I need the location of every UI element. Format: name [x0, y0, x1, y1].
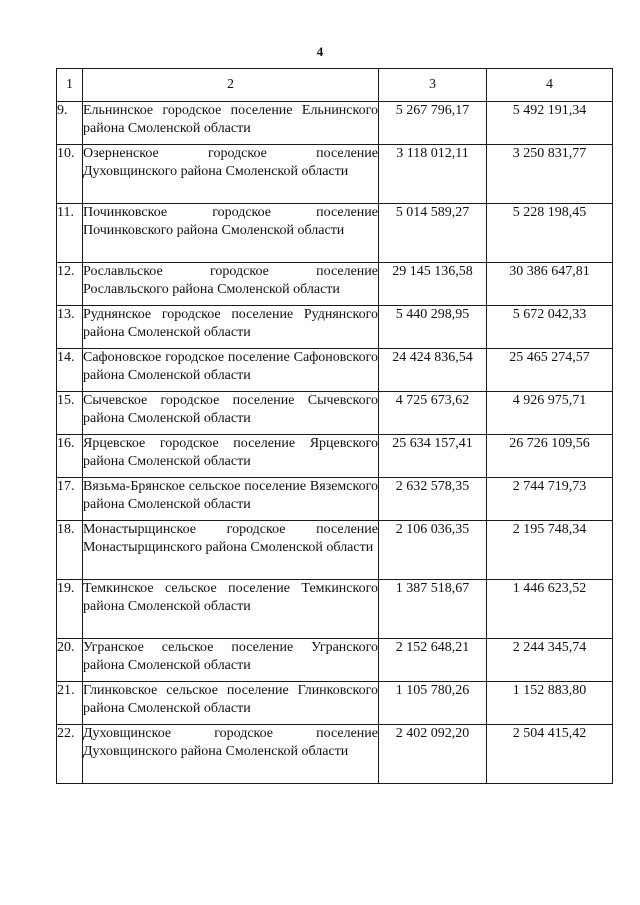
value-col-3: 1 105 780,26	[379, 682, 487, 725]
value-col-3: 5 267 796,17	[379, 102, 487, 145]
value-col-3: 3 118 012,11	[379, 145, 487, 204]
value-col-4: 5 672 042,33	[487, 306, 613, 349]
table-row	[57, 478, 613, 521]
value-col-3: 2 632 578,35	[379, 478, 487, 521]
value-col-4: 26 726 109,56	[487, 435, 613, 478]
value-col-4: 2 744 719,73	[487, 478, 613, 521]
settlement-name: Руднянское городское поселение Руднянского района Смоленской области	[83, 306, 379, 349]
table-row	[57, 639, 613, 682]
settlement-name: Темкинское сельское поселение Темкинского района Смоленской области	[83, 580, 379, 639]
row-number: 12.	[57, 263, 83, 306]
row-number: 9.	[57, 102, 83, 145]
table-row	[57, 145, 613, 204]
row-number: 10.	[57, 145, 83, 204]
table-row	[57, 102, 613, 145]
value-col-4: 1 446 623,52	[487, 580, 613, 639]
value-col-3: 5 440 298,95	[379, 306, 487, 349]
value-col-4: 2 244 345,74	[487, 639, 613, 682]
table-row	[57, 306, 613, 349]
table-row	[57, 204, 613, 263]
settlement-name: Вязьма-Брянское сельское поселение Вяземского района Смоленской области	[83, 478, 379, 521]
settlement-name: Сычевское городское поселение Сычевского района Смоленской области	[83, 392, 379, 435]
value-col-3: 24 424 836,54	[379, 349, 487, 392]
settlement-name: Ельнинское городское поселение Ельнинского района Смоленской области	[83, 102, 379, 145]
row-number: 17.	[57, 478, 83, 521]
row-number: 19.	[57, 580, 83, 639]
row-number: 22.	[57, 725, 83, 784]
value-col-3: 29 145 136,58	[379, 263, 487, 306]
table-row	[57, 682, 613, 725]
settlement-name: Глинковское сельское поселение Глинковского района Смоленской области	[83, 682, 379, 725]
column-header-3: 3	[379, 69, 487, 102]
value-col-4: 1 152 883,80	[487, 682, 613, 725]
row-number: 16.	[57, 435, 83, 478]
row-number: 14.	[57, 349, 83, 392]
page-number: 4	[316, 44, 324, 59]
row-number: 15.	[57, 392, 83, 435]
settlement-name: Рославльское городское поселение Рославльского района Смоленской области	[83, 263, 379, 306]
value-col-3: 1 387 518,67	[379, 580, 487, 639]
settlements-table	[56, 68, 613, 784]
table-row	[57, 263, 613, 306]
value-col-4: 3 250 831,77	[487, 145, 613, 204]
table-row	[57, 392, 613, 435]
value-col-4: 2 195 748,34	[487, 521, 613, 580]
settlement-name: Угранское сельское поселение Угранского района Смоленской области	[83, 639, 379, 682]
value-col-3: 2 152 648,21	[379, 639, 487, 682]
settlement-name: Монастырщинское городское поселение Монастырщинского района Смоленской области	[83, 521, 379, 580]
table-row	[57, 580, 613, 639]
settlement-name: Починковское городское поселение Починковского района Смоленской области	[83, 204, 379, 263]
value-col-3: 5 014 589,27	[379, 204, 487, 263]
value-col-3: 2 402 092,20	[379, 725, 487, 784]
value-col-4: 4 926 975,71	[487, 392, 613, 435]
value-col-4: 30 386 647,81	[487, 263, 613, 306]
table-header-row	[57, 69, 613, 102]
settlement-name: Сафоновское городское поселение Сафоновского района Смоленской области	[83, 349, 379, 392]
row-number: 11.	[57, 204, 83, 263]
column-header-4: 4	[487, 69, 613, 102]
value-col-3: 4 725 673,62	[379, 392, 487, 435]
value-col-4: 5 228 198,45	[487, 204, 613, 263]
table-row	[57, 521, 613, 580]
settlement-name: Озерненское городское поселение Духовщинского района Смоленской области	[83, 145, 379, 204]
value-col-4: 2 504 415,42	[487, 725, 613, 784]
value-col-4: 25 465 274,57	[487, 349, 613, 392]
column-header-2: 2	[83, 69, 379, 102]
row-number: 20.	[57, 639, 83, 682]
settlement-name: Ярцевское городское поселение Ярцевского района Смоленской области	[83, 435, 379, 478]
value-col-3: 2 106 036,35	[379, 521, 487, 580]
value-col-4: 5 492 191,34	[487, 102, 613, 145]
settlement-name: Духовщинское городское поселение Духовщинского района Смоленской области	[83, 725, 379, 784]
table-row	[57, 725, 613, 784]
table-row	[57, 349, 613, 392]
row-number: 13.	[57, 306, 83, 349]
column-header-1: 1	[57, 69, 83, 102]
value-col-3: 25 634 157,41	[379, 435, 487, 478]
row-number: 18.	[57, 521, 83, 580]
row-number: 21.	[57, 682, 83, 725]
table-row	[57, 435, 613, 478]
